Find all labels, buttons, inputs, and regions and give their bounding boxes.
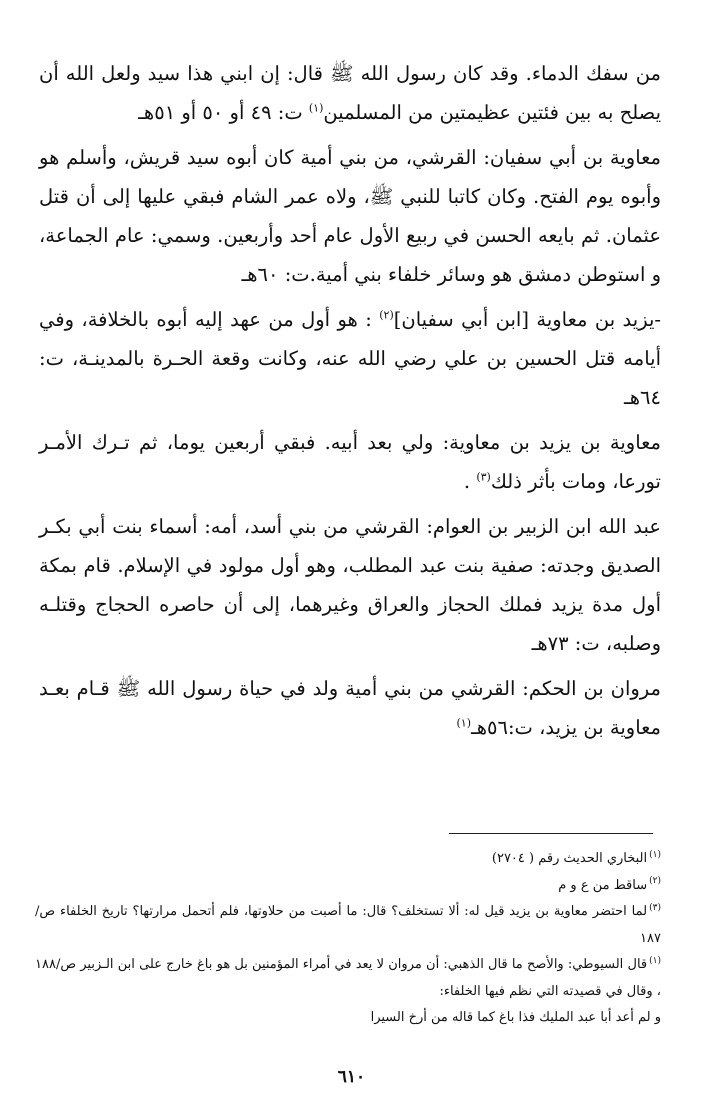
footnote-number: (٣) xyxy=(649,902,661,913)
footnote-text: ساقط من ع و م xyxy=(558,877,648,893)
entry-paragraph xyxy=(39,138,661,294)
footnote-ref[interactable]: (٣) xyxy=(476,470,491,484)
footnote xyxy=(35,873,661,900)
footnote-text: البخاري الحديث رقم ( ٢٧٠٤) xyxy=(491,851,648,866)
entry-paragraph xyxy=(39,423,661,501)
footnote-number: (١) xyxy=(649,955,661,966)
footnote xyxy=(35,952,661,1005)
entry-marwan xyxy=(39,669,661,747)
entry-paragraph xyxy=(39,54,661,132)
entry-text: عبد الله ابن الزبير بن العوام: القرشي من بني أسد، أمه: أسماء بنت أبي بكـر الصديق وجدته: صفية بنت عبد المطلب، وهو أول مولود في الإسلام. قام بمكة أول مدة يزيد فملك الحجاز والعراق وغيرهما، إلى أن حاصره الحجاج وقتلـه وصلبه، ت: ٧٣هـ xyxy=(39,515,661,655)
entry-yazid xyxy=(39,300,661,417)
entry-paragraph xyxy=(39,300,661,417)
entry-paragraph xyxy=(39,507,661,663)
footnote-ref[interactable]: (١) xyxy=(308,101,324,115)
footnote-ref[interactable]: (٢) xyxy=(379,308,394,322)
footnote-text: قال السيوطي: والأصح ما قال الذهبي: أن مروان لا يعد في أمراء المؤمنين بل هو باغ خارج على ابن الـزبير ص/١٨٨ ، وقال في قصيدته التي نظم فيها الخلفاء: xyxy=(35,957,661,999)
page-number: ٦١٠ xyxy=(337,1067,366,1087)
entry-hasan-end xyxy=(39,54,661,132)
entry-tail: : هو أول من عهد إليه أبوه بالخلافة، وفي أيامه قتل الحسين بن علي رضي الله عنه، وكانت وقعة الحـرة بالمدينـة، ت: ٦٤هـ xyxy=(39,308,661,409)
footnote xyxy=(35,899,661,952)
footnote-number: (١) xyxy=(649,849,661,860)
footnote-text: و لم أعد أبا عبد المليك فذا باغ كما قاله من أرخ السيرا xyxy=(370,1010,661,1025)
entry-text: معاوية بن أبي سفيان: القرشي، من بني أمية كان أبوه سيد قريش، وأسلم هو وأبوه يوم الفتح. وكان كاتبا للنبي ﷺ، ولاه عمر الشام فبقي عليها إلى أن قتل عثمان. ثم بايعه الحسن في ربيع الأول عام أحد وأربعين. وسمي: عام الجماعة، و استوطن دمشق هو وسائر خلفاء بني أمية.ت: ٦٠هـ xyxy=(39,146,661,286)
footnotes-section xyxy=(35,846,661,1032)
entry-tail: . xyxy=(463,470,477,493)
entry-paragraph xyxy=(39,669,661,747)
entry-muawiya-ii xyxy=(39,423,661,501)
entry-tail: ت: ٤٩ أو ٥٠ أو ٥١هـ xyxy=(138,101,309,124)
entry-ibn-zubayr xyxy=(39,507,661,663)
entry-text: -يزيد بن معاوية [ابن أبي سفيان] xyxy=(393,308,661,331)
entry-text: معاوية بن يزيد بن معاوية: ولي بعد أبيه. فبقي أربعين يوما، ثم تـرك الأمـر تورعا، ومات بأثر ذلك xyxy=(39,431,661,493)
footnote-verse xyxy=(35,1005,661,1032)
main-text-body xyxy=(39,54,661,753)
footnote-ref[interactable]: (١) xyxy=(456,716,472,730)
footnote-number: (٢) xyxy=(649,876,661,887)
footnote-text: لما احتضر معاوية بن يزيد قيل له: ألا تستخلف؟ قال: ما أصبت من حلاوتها، فلم أتحمل مرارتها؟ تاريخ الخلفاء ص/١٨٧ xyxy=(35,904,661,946)
footnote-separator xyxy=(449,833,653,834)
entry-text: مروان بن الحكم: القرشي من بني أمية ولد في حياة رسول الله ﷺ قـام بعـد معاوية بن يزيد، ت:٥٦هـ xyxy=(39,677,661,739)
entry-muawiya xyxy=(39,138,661,294)
entry-text: من سفك الدماء. وقد كان رسول الله ﷺ قال: إن ابني هذا سيد ولعل الله أن يصلح به بين فئتين عظيمتين من المسلمين xyxy=(39,62,661,124)
footnote xyxy=(35,846,661,873)
